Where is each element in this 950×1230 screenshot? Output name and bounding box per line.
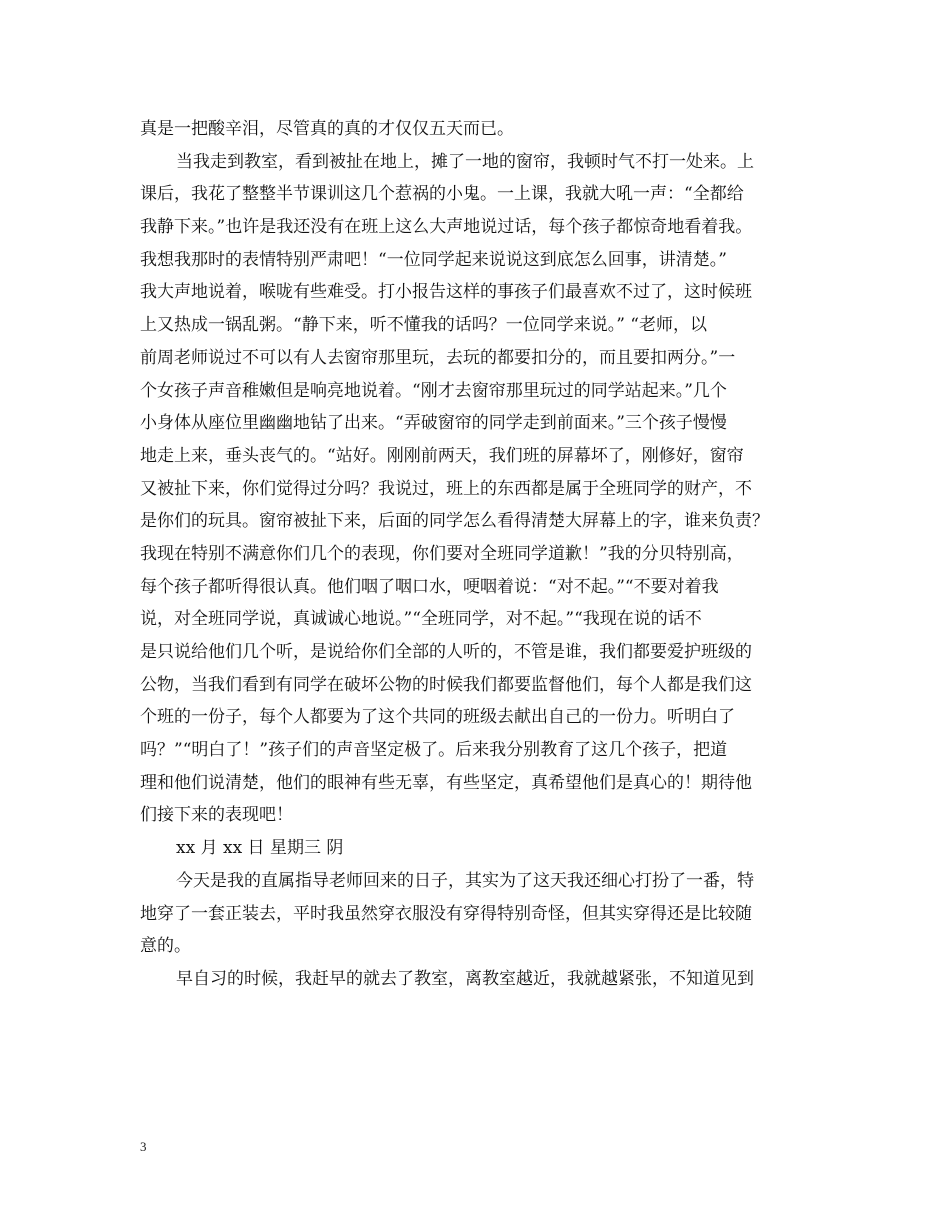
text-line: 今天是我的直属指导老师回来的日子，其实为了这天我还细心打扮了一番，特 (176, 870, 754, 891)
text-line: xx 月 xx 日 星期三 阴 (176, 838, 344, 859)
text-line: 上又热成一锅乱粥。“静下来，听不懂我的话吗？一位同学来说。” “老师，以 (140, 315, 707, 336)
text-line: 们接下来的表现吧！ (140, 805, 293, 826)
text-line: 是只说给他们几个听，是说给你们全部的人听的，不管是谁，我们都要爱护班级的 (140, 642, 752, 662)
text-line: 每个孩子都听得很认真。他们咽了咽口水，哽咽着说：“对不起。”“不要对着我 (140, 576, 719, 597)
text-line: 我想我那时的表情特别严肃吧！“一位同学起来说说这到底怎么回事，讲清楚。” (140, 249, 727, 270)
text-line: 地穿了一套正装去，平时我虽然穿衣服没有穿得特别奇怪，但其实穿得还是比较随 (140, 903, 752, 924)
text-line: 又被扯下来，你们觉得过分吗？我说过，班上的东西都是属于全班同学的财产，不 (140, 478, 752, 499)
page-number: 3 (140, 1139, 147, 1154)
text-line: 意的。 (140, 936, 191, 957)
text-line: 说，对全班同学说，真诚诚心地说。”“全班同学，对不起。”“我现在说的话不 (140, 609, 702, 630)
text-line: 前周老师说过不可以有人去窗帘那里玩，去玩的都要扣分的，而且要扣两分。”一 (140, 347, 736, 368)
text-line: 我大声地说着，喉咙有些难受。打小报告这样的事孩子们最喜欢不过了，这时候班 (140, 282, 752, 303)
document-body (140, 113, 830, 996)
text-line: 我现在特别不满意你们几个的表现，你们要对全班同学道歉！”我的分贝特别高， (140, 543, 744, 564)
text-line: 我静下来。”也许是我还没有在班上这么大声地说过话，每个孩子都惊奇地看着我。 (140, 217, 753, 238)
text-line: 个班的一份子，每个人都要为了这个共同的班级去献出自己的一份力。听明白了 (140, 707, 735, 728)
text-line: 真是一把酸辛泪，尽管真的真的才仅仅五天而已。 (140, 119, 514, 139)
text-line: 地走上来，垂头丧气的。“站好。刚刚前两天，我们班的屏幕坏了，刚修好，窗帘 (140, 445, 744, 466)
text-line: 是你们的玩具。窗帘被扯下来，后面的同学怎么看得清楚大屏幕上的字，谁来负责？ (140, 511, 769, 532)
text-line: 吗？”“明白了！”孩子们的声音坚定极了。后来我分别教育了这几个孩子，把道 (140, 740, 728, 761)
text-line: 公物，当我们看到有同学在破坏公物的时候我们都要监督他们，每个人都是我们这 (140, 674, 752, 695)
text-line: 小身体从座位里幽幽地钻了出来。“弄破窗帘的同学走到前面来。”三个孩子慢慢 (140, 413, 727, 434)
text-line: 理和他们说清楚，他们的眼神有些无辜，有些坚定，真希望他们是真心的！期待他 (140, 772, 752, 793)
text-line: 当我走到教室，看到被扯在地上，摊了一地的窗帘，我顿时气不打一处来。上 (176, 151, 754, 172)
text-line: 个女孩子声音稚嫩但是响亮地说着。“刚才去窗帘那里玩过的同学站起来。”几个 (140, 380, 727, 401)
text-line: 课后，我花了整整半节课训这几个惹祸的小鬼。一上课，我就大吼一声：“全都给 (140, 184, 744, 205)
text-line: 早自习的时候，我赶早的就去了教室，离教室越近，我就越紧张，不知道见到 (176, 968, 754, 989)
